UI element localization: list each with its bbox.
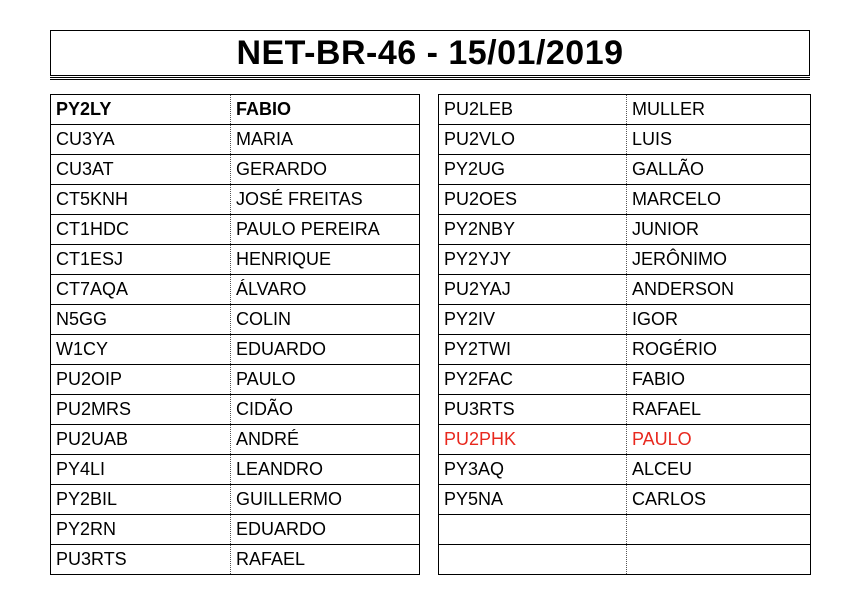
empty-row: [439, 515, 811, 545]
table-row: [51, 245, 420, 275]
name-cell: LEANDRO: [231, 455, 420, 485]
name-cell: MULLER: [627, 95, 811, 125]
name-cell: JERÔNIMO: [627, 245, 811, 275]
table-row: [51, 395, 420, 425]
name-cell: CARLOS: [627, 485, 811, 515]
table-row: [439, 185, 811, 215]
callsign-cell: PY2NBY: [439, 215, 627, 245]
callsign-cell: PU2LEB: [439, 95, 627, 125]
name-cell: RAFAEL: [231, 545, 420, 575]
title-divider: [50, 77, 810, 80]
table-row: [51, 365, 420, 395]
left-checkin-table: [50, 94, 420, 575]
name-cell: [627, 545, 811, 575]
table-row: [51, 425, 420, 455]
callsign-cell: PY3AQ: [439, 455, 627, 485]
table-row: [439, 95, 811, 125]
callsign-cell: PU2VLO: [439, 125, 627, 155]
name-cell: ALCEU: [627, 455, 811, 485]
callsign-cell: CT1ESJ: [51, 245, 231, 275]
table-row: [51, 125, 420, 155]
table-row: [439, 455, 811, 485]
table-row: [51, 185, 420, 215]
table-row: [439, 365, 811, 395]
table-row: [51, 215, 420, 245]
callsign-cell: PY4LI: [51, 455, 231, 485]
name-cell: LUIS: [627, 125, 811, 155]
callsign-cell: PU2PHK: [439, 425, 627, 455]
callsign-cell: PU3RTS: [439, 395, 627, 425]
callsign-cell: [439, 545, 627, 575]
title-box: [50, 30, 810, 76]
callsign-cell: W1CY: [51, 335, 231, 365]
callsign-cell: PY2IV: [439, 305, 627, 335]
table-row: [51, 545, 420, 575]
name-cell: FABIO: [231, 95, 420, 125]
callsign-cell: PY2BIL: [51, 485, 231, 515]
name-cell: GALLÃO: [627, 155, 811, 185]
table-row: [51, 455, 420, 485]
name-cell: [627, 515, 811, 545]
callsign-cell: PU3RTS: [51, 545, 231, 575]
table-row: [51, 305, 420, 335]
name-cell: CIDÃO: [231, 395, 420, 425]
callsign-cell: PY2YJY: [439, 245, 627, 275]
name-cell: ANDERSON: [627, 275, 811, 305]
callsign-cell: PU2UAB: [51, 425, 231, 455]
empty-row: [439, 545, 811, 575]
callsign-cell: CU3YA: [51, 125, 231, 155]
callsign-cell: CU3AT: [51, 155, 231, 185]
name-cell: IGOR: [627, 305, 811, 335]
name-cell: EDUARDO: [231, 515, 420, 545]
table-row: [439, 485, 811, 515]
table-row: [439, 305, 811, 335]
name-cell: ÁLVARO: [231, 275, 420, 305]
page-title: NET-BR-46 - 15/01/2019: [236, 33, 624, 72]
table-row: [51, 155, 420, 185]
callsign-cell: CT5KNH: [51, 185, 231, 215]
right-checkin-table: [438, 94, 811, 575]
name-cell: GERARDO: [231, 155, 420, 185]
table-row: [439, 275, 811, 305]
name-cell: ANDRÉ: [231, 425, 420, 455]
name-cell: EDUARDO: [231, 335, 420, 365]
name-cell: MARIA: [231, 125, 420, 155]
name-cell: RAFAEL: [627, 395, 811, 425]
callsign-cell: PY2LY: [51, 95, 231, 125]
callsign-cell: PY2RN: [51, 515, 231, 545]
callsign-cell: PU2OES: [439, 185, 627, 215]
callsign-cell: CT1HDC: [51, 215, 231, 245]
name-cell: JUNIOR: [627, 215, 811, 245]
callsign-cell: N5GG: [51, 305, 231, 335]
name-cell: MARCELO: [627, 185, 811, 215]
callsign-cell: [439, 515, 627, 545]
callsign-cell: PU2YAJ: [439, 275, 627, 305]
table-row: [439, 125, 811, 155]
callsign-cell: PU2MRS: [51, 395, 231, 425]
table-row: [51, 485, 420, 515]
callsign-cell: PY2TWI: [439, 335, 627, 365]
name-cell: FABIO: [627, 365, 811, 395]
name-cell: PAULO: [231, 365, 420, 395]
name-cell: PAULO: [627, 425, 811, 455]
callsign-cell: PY2UG: [439, 155, 627, 185]
highlighted-row: [439, 425, 811, 455]
name-cell: ROGÉRIO: [627, 335, 811, 365]
name-cell: GUILLERMO: [231, 485, 420, 515]
table-row: [439, 215, 811, 245]
name-cell: JOSÉ FREITAS: [231, 185, 420, 215]
name-cell: HENRIQUE: [231, 245, 420, 275]
callsign-cell: PY2FAC: [439, 365, 627, 395]
table-row: [439, 245, 811, 275]
callsign-cell: PU2OIP: [51, 365, 231, 395]
callsign-cell: PY5NA: [439, 485, 627, 515]
table-row: [51, 335, 420, 365]
table-row: [51, 275, 420, 305]
name-cell: PAULO PEREIRA: [231, 215, 420, 245]
callsign-cell: CT7AQA: [51, 275, 231, 305]
table-row: [51, 515, 420, 545]
table-row: [439, 335, 811, 365]
name-cell: COLIN: [231, 305, 420, 335]
table-row: [51, 95, 420, 125]
table-row: [439, 155, 811, 185]
table-row: [439, 395, 811, 425]
